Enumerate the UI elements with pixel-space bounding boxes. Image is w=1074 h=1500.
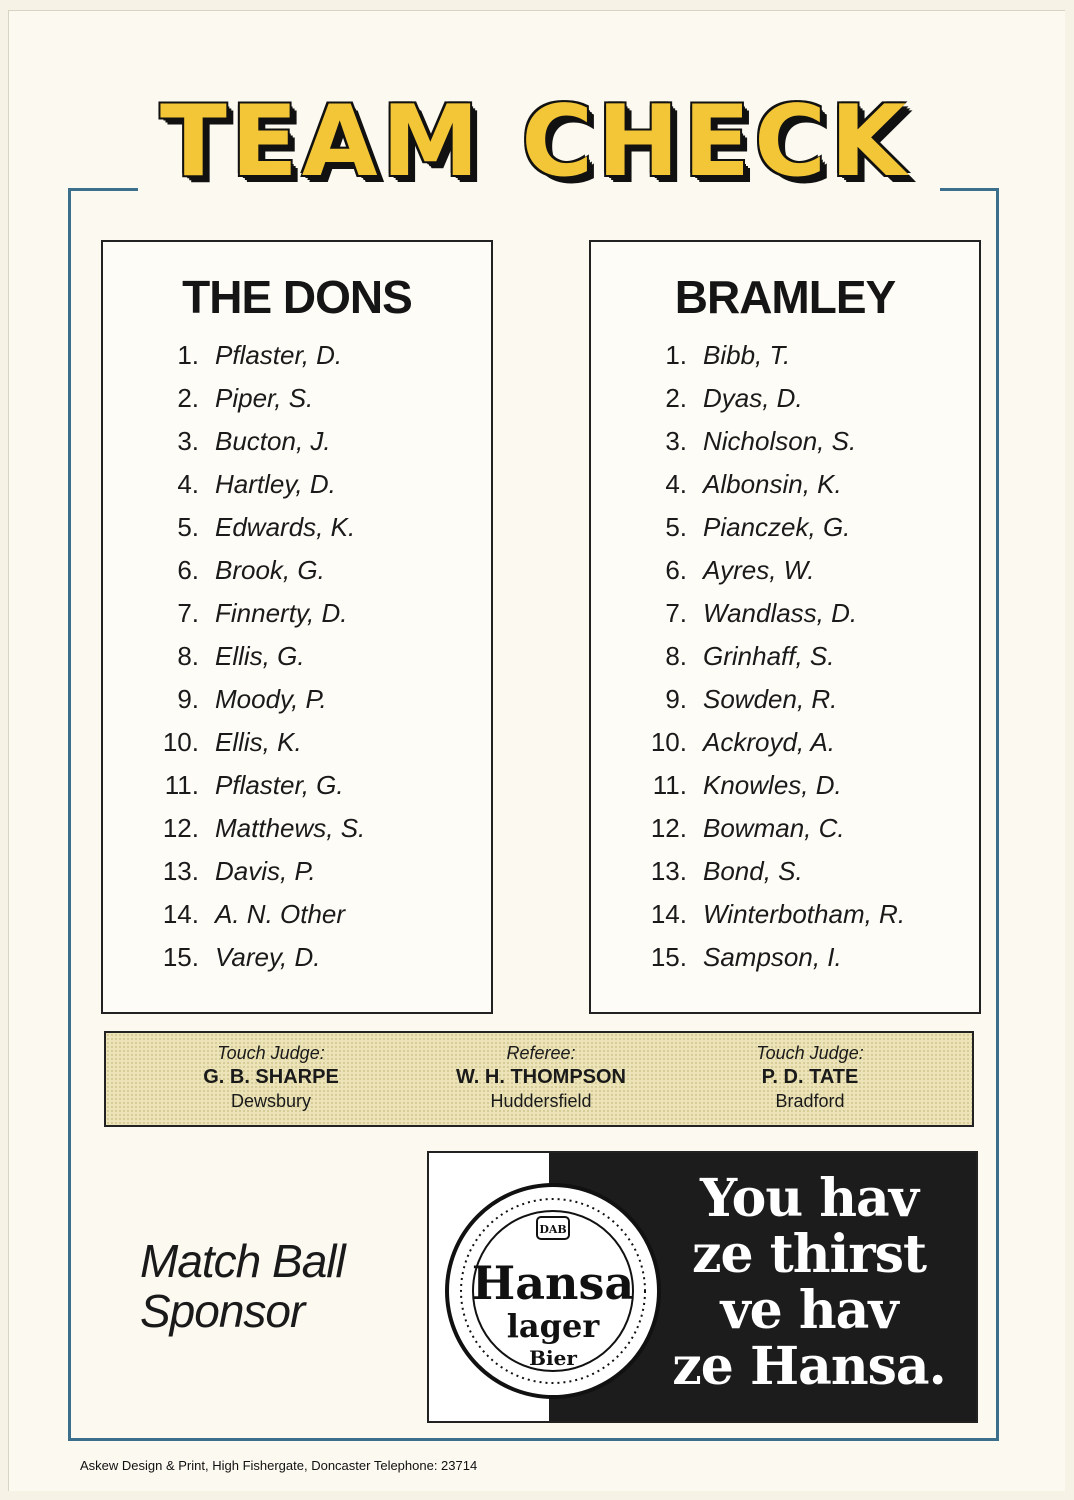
roster-row [137,721,365,764]
roster-row [625,893,905,936]
player-name: Piper, S. [215,383,314,413]
referee [411,1043,671,1112]
advert-slogan [649,1168,969,1397]
sponsor-label-line2: Sponsor [140,1285,305,1337]
squad-number: 13. [650,856,687,886]
home-team-name: THE DONS [182,271,412,323]
sponsor-label-line1: Match Ball [140,1235,345,1287]
roster-row [137,850,365,893]
squad-number: 2. [177,383,199,413]
match-officials-panel [104,1031,974,1127]
squad-number: 8. [665,641,687,671]
player-name: Sowden, R. [703,684,838,714]
slogan-line2: ze thirst [692,1224,926,1285]
player-name: Hartley, D. [215,469,336,499]
roster-row [137,420,365,463]
roster-row [625,420,905,463]
squad-number: 11. [164,770,199,800]
roster-row [137,592,365,635]
official-name: P. D. TATE [761,1066,859,1088]
squad-number: 3. [665,426,687,456]
frame-top-right-rule [940,188,996,191]
squad-number: 15. [650,942,687,972]
printer-credit: Askew Design & Print, High Fishergate, Doncaster Telephone: 23714 [80,1458,478,1473]
squad-number: 13. [162,856,199,886]
player-name: Moody, P. [215,684,327,714]
squad-number: 14. [162,899,199,929]
slogan-line1: You hav [700,1168,918,1229]
squad-number: 12. [650,813,687,843]
roster-row [625,635,905,678]
squad-number: 12. [162,813,199,843]
roster-row [137,334,365,377]
player-name: Bibb, T. [703,340,791,370]
squad-number: 14. [650,899,687,929]
logo-sub2: Bier [529,1346,577,1370]
squad-number: 8. [177,641,199,671]
roster-row [625,764,905,807]
player-name: Bond, S. [703,856,803,886]
roster-row [137,936,365,979]
roster-row [625,506,905,549]
roster-row [625,592,905,635]
player-name: Winterbotham, R. [703,899,906,929]
squad-number: 5. [177,512,199,542]
player-name: Edwards, K. [215,512,356,542]
squad-number: 6. [177,555,199,585]
roster-row [625,377,905,420]
slogan-line3: ve hav [720,1280,898,1341]
roster-row [137,678,365,721]
player-name: Matthews, S. [215,813,366,843]
touch-judge-right [680,1043,940,1112]
player-name: Ayres, W. [703,555,815,585]
squad-number: 7. [177,598,199,628]
roster-row [625,936,905,979]
squad-number: 7. [665,598,687,628]
roster-row [137,377,365,420]
logo-badge: DAB [539,1223,567,1236]
squad-number: 10. [650,727,687,757]
roster-row [137,764,365,807]
player-name: Pflaster, D. [215,340,343,370]
away-roster [625,334,905,979]
hansa-advert [427,1151,978,1423]
player-name: Ellis, G. [215,641,305,671]
player-name: A. N. Other [215,899,346,929]
slogan-line4: ze Hansa. [672,1336,946,1397]
squad-number: 9. [665,684,687,714]
squad-number: 9. [177,684,199,714]
squad-number: 5. [665,512,687,542]
player-name: Albonsin, K. [703,469,842,499]
squad-number: 11. [652,770,687,800]
official-role: Touch Judge: [217,1043,325,1063]
player-name: Finnerty, D. [215,598,348,628]
frame-top-left-rule [68,188,138,191]
page-title: TEAM CHECK [159,85,911,199]
player-name: Sampson, I. [703,942,842,972]
official-town: Dewsbury [230,1091,312,1111]
official-role: Referee: [506,1043,576,1063]
squad-number: 4. [177,469,199,499]
logo-sub: lager [506,1307,600,1345]
player-name: Ellis, K. [215,727,302,757]
squad-number: 15. [162,942,199,972]
player-name: Pflaster, G. [215,770,344,800]
away-team-name: BRAMLEY [674,271,896,323]
roster-row [137,463,365,506]
roster-row [137,893,365,936]
player-name: Ackroyd, A. [703,727,835,757]
official-name: W. H. THOMPSON [456,1066,626,1088]
player-name: Knowles, D. [703,770,842,800]
hansa-beer-mat-logo [443,1181,663,1401]
squad-number: 3. [177,426,199,456]
player-name: Varey, D. [215,942,321,972]
roster-row [137,506,365,549]
official-role: Touch Judge: [756,1043,864,1063]
official-name: G. B. SHARPE [203,1066,339,1088]
squad-number: 2. [665,383,687,413]
player-name: Davis, P. [215,856,316,886]
player-name: Dyas, D. [703,383,803,413]
roster-row [137,549,365,592]
roster-row [137,807,365,850]
squad-number: 10. [162,727,199,757]
roster-row [625,678,905,721]
player-name: Bowman, C. [703,813,845,843]
player-name: Grinhaff, S. [703,641,835,671]
home-roster [137,334,365,979]
away-team-box [589,240,981,1014]
home-team-box [101,240,493,1014]
official-town: Bradford [775,1091,845,1111]
squad-number: 1. [177,340,199,370]
player-name: Bucton, J. [215,426,331,456]
player-name: Wandlass, D. [703,598,858,628]
squad-number: 1. [665,340,687,370]
player-name: Brook, G. [215,555,325,585]
roster-row [137,635,365,678]
roster-row [625,549,905,592]
roster-row [625,807,905,850]
touch-judge-left [141,1043,401,1112]
roster-row [625,334,905,377]
roster-row [625,721,905,764]
roster-row [625,850,905,893]
squad-number: 6. [665,555,687,585]
match-ball-sponsor-label [140,1236,345,1336]
official-town: Huddersfield [490,1091,592,1111]
player-name: Pianczek, G. [703,512,851,542]
roster-row [625,463,905,506]
squad-number: 4. [665,469,687,499]
player-name: Nicholson, S. [703,426,857,456]
logo-brand: Hansa [471,1256,635,1310]
